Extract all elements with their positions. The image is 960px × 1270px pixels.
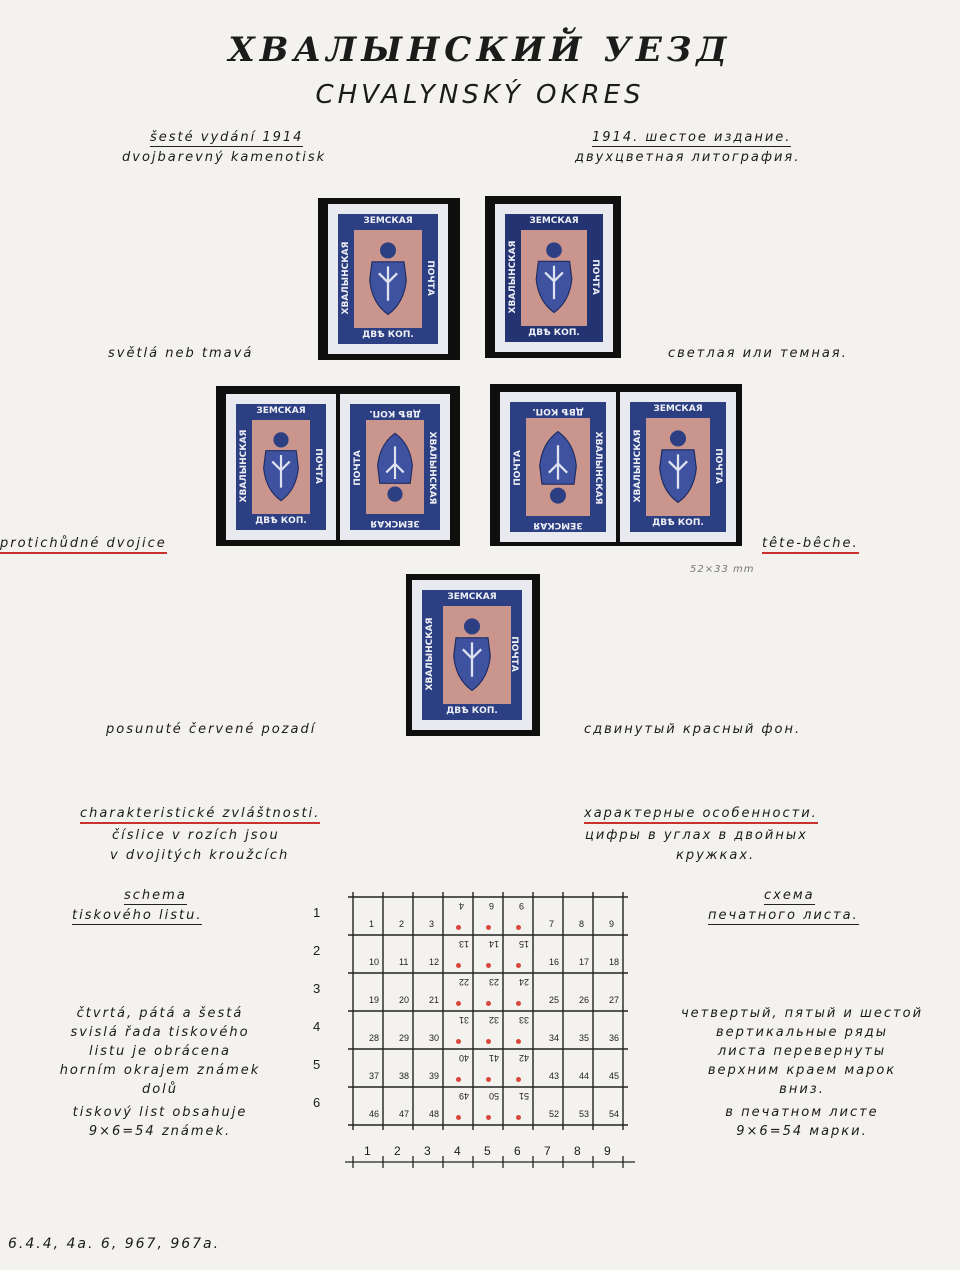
- grid-row-label: 5: [313, 1057, 321, 1072]
- char-ru-title: характерные особенности.: [584, 806, 818, 821]
- stamp-text-left: ХВАЛЫНСКАЯ: [633, 429, 643, 503]
- label-light-dark-ru: светлая или темная.: [668, 346, 848, 361]
- stamp-text-bottom: ДВѢ КОП.: [255, 516, 307, 526]
- pair1-stamp-upright: [226, 394, 336, 540]
- grid-cell-number: 1: [369, 919, 375, 929]
- grid-cell-number: 20: [399, 995, 410, 1005]
- grid-cell-number: 11: [399, 957, 409, 967]
- stamp-text-top: ЗЕМСКАЯ: [363, 216, 413, 226]
- grid-col-label: 4: [454, 1144, 461, 1158]
- red-dot-marker: [516, 1001, 521, 1006]
- grid-cell-number: 8: [579, 919, 585, 929]
- red-dot-marker: [486, 925, 491, 930]
- grid-cell-number: 22: [459, 977, 470, 987]
- stamp-text-right: ПОЧТА: [313, 448, 323, 484]
- grid-col-label: 6: [514, 1144, 521, 1158]
- grid-cell-number: 18: [609, 957, 620, 967]
- note-cz-line1: čtvrtá, pátá a šestá: [76, 1006, 244, 1021]
- char-cz-line1: číslice v rozích jsou: [112, 828, 280, 843]
- grid-row-label: 4: [313, 1019, 321, 1034]
- grid-cell-number: 21: [429, 995, 440, 1005]
- grid-cell-number: 43: [549, 1071, 560, 1081]
- red-dot-marker: [456, 1039, 461, 1044]
- stamp-text-top: ЗЕМСКАЯ: [529, 216, 579, 226]
- stamp-shifted-red: [412, 580, 532, 730]
- grid-cell-number: 51: [519, 1091, 530, 1101]
- red-dot-marker: [486, 1039, 491, 1044]
- grid-cell-number: 7: [549, 919, 555, 929]
- catalog-reference: 6.4.4, 4a. 6, 967, 967a.: [8, 1236, 221, 1252]
- stamp-text-bottom: ДВѢ КОП.: [528, 328, 580, 338]
- title-russian: ХВАЛЫНСКИЙ УЕЗД: [228, 30, 732, 70]
- grid-cell-number: 45: [609, 1071, 620, 1081]
- grid-cell-number: 10: [369, 957, 380, 967]
- char-ru-line2: кружках.: [676, 848, 756, 863]
- stamp-text-left: ХВАЛЫНСКАЯ: [425, 617, 435, 691]
- label-shift-cz: posunuté červené pozadí: [106, 722, 317, 737]
- stamp-text-right: ПОЧТА: [509, 636, 519, 672]
- grid-cell-number: 42: [519, 1053, 530, 1063]
- stamp-text-right: ПОЧТА: [513, 450, 523, 486]
- note-ru-line3: листа перевернуты: [717, 1044, 887, 1059]
- stamp-text-right: ПОЧТА: [425, 260, 435, 296]
- grid-col-label: 9: [604, 1144, 611, 1158]
- stamp-text-left: ХВАЛЫНСКАЯ: [239, 429, 249, 503]
- red-dot-marker: [486, 1001, 491, 1006]
- left-header-line2: dvojbarevný kamenotisk: [122, 150, 327, 165]
- pair1-stamp-inverted: [340, 394, 450, 540]
- grid-row-label: 6: [313, 1095, 321, 1110]
- grid-cell-number: 23: [489, 977, 500, 987]
- note-cz: [20, 1004, 300, 1141]
- grid-cell-number: 35: [579, 1033, 590, 1043]
- stamp-text-bottom: ДВѢ КОП.: [532, 406, 584, 416]
- grid-cell-number: 34: [549, 1033, 560, 1043]
- grid-cell-number: 44: [579, 1071, 590, 1081]
- grid-cell-number: 38: [399, 1071, 410, 1081]
- label-size: 52×33 mm: [690, 564, 755, 575]
- coat-of-arms-icon: [360, 239, 416, 319]
- grid-cell-number: 6: [489, 901, 495, 911]
- grid-cell-number: 53: [579, 1109, 590, 1119]
- stamp-text-top: ЗЕМСКАЯ: [653, 404, 703, 414]
- note-cz-line4: horním okrajem známek: [59, 1063, 261, 1078]
- grid-cell-number: 36: [609, 1033, 620, 1043]
- stamp-text-left: ХВАЛЫНСКАЯ: [508, 240, 518, 314]
- grid-cell-number: 52: [549, 1109, 560, 1119]
- grid-cell-number: 37: [369, 1071, 380, 1081]
- title-czech: CHVALYNSKÝ OKRES: [315, 80, 645, 110]
- red-dot-marker: [456, 1001, 461, 1006]
- grid-cell-number: 32: [489, 1015, 500, 1025]
- stamp-text-left: ХВАЛЫНСКАЯ: [341, 241, 351, 315]
- grid-cell-number: 15: [519, 939, 530, 949]
- grid-cell-number: 47: [399, 1109, 410, 1119]
- grid-cell-number: 4: [459, 901, 465, 911]
- scheme-cz-line1: schema: [124, 888, 187, 903]
- grid-cell-number: 14: [489, 939, 500, 949]
- stamp-text-top: ЗЕМСКАЯ: [447, 592, 497, 602]
- label-shift-ru: сдвинутый красный фон.: [584, 722, 802, 737]
- stamp-text-top: ЗЕМСКАЯ: [370, 518, 420, 528]
- stamp-text-right: ПОЧТА: [590, 259, 600, 295]
- red-dot-marker: [456, 963, 461, 968]
- pair2-stamp-inverted: [500, 392, 616, 542]
- grid-cell-number: 9: [609, 919, 615, 929]
- grid-cell-number: 12: [429, 957, 440, 967]
- note-ru-line7: 9×6=54 марки.: [736, 1124, 868, 1139]
- red-dot-marker: [516, 1077, 521, 1082]
- grid-cell-number: 2: [399, 919, 405, 929]
- grid-cell-number: 28: [369, 1033, 380, 1043]
- red-dot-marker: [516, 1039, 521, 1044]
- stamp-light: [328, 204, 448, 354]
- label-light-dark-cz: světlá neb tmavá: [108, 346, 254, 361]
- stamp-text-right: ПОЧТА: [713, 448, 723, 484]
- stamp-text-top: ЗЕМСКАЯ: [256, 406, 306, 416]
- red-dot-marker: [516, 1115, 521, 1120]
- red-dot-marker: [486, 963, 491, 968]
- grid-cell-number: 16: [549, 957, 560, 967]
- stamp-text-left: ХВАЛЫНСКАЯ: [427, 431, 437, 505]
- stamp-text-bottom: ДВѢ КОП.: [362, 330, 414, 340]
- coat-of-arms-icon: [532, 427, 584, 507]
- grid-cell-number: 40: [459, 1053, 470, 1063]
- grid-cell-number: 27: [609, 995, 620, 1005]
- grid-cell-number: 48: [429, 1109, 440, 1119]
- stamp-text-left: ХВАЛЫНСКАЯ: [593, 431, 603, 505]
- grid-cell-number: 19: [369, 995, 380, 1005]
- note-cz-line7: 9×6=54 známek.: [88, 1124, 232, 1139]
- coat-of-arms-icon: [444, 615, 500, 695]
- right-header-line1: 1914. шестое издание.: [592, 130, 792, 145]
- grid-col-label: 3: [424, 1144, 431, 1158]
- grid-cell-number: 33: [519, 1015, 530, 1025]
- grid-cell-number: 25: [549, 995, 560, 1005]
- grid-cell-number: 49: [459, 1091, 470, 1101]
- grid-cell-number: 39: [429, 1071, 440, 1081]
- grid-cell-number: 29: [399, 1033, 410, 1043]
- red-dot-marker: [456, 1115, 461, 1120]
- grid-col-label: 2: [394, 1144, 401, 1158]
- note-cz-line2: svislá řada tiskového: [70, 1025, 250, 1040]
- grid-cell-number: 50: [489, 1091, 500, 1101]
- stamp-dark: [495, 204, 613, 352]
- scheme-ru-line1: схема: [764, 888, 815, 903]
- note-ru: [652, 1004, 952, 1141]
- grid-cell-number: 13: [459, 939, 470, 949]
- grid-cell-number: 41: [489, 1053, 500, 1063]
- coat-of-arms-icon: [372, 429, 418, 505]
- grid-row-label: 1: [313, 905, 321, 920]
- stamp-text-right: ПОЧТА: [353, 450, 363, 486]
- print-sheet-grid: [348, 892, 628, 1130]
- stamp-text-top: ЗЕМСКАЯ: [533, 520, 583, 530]
- red-dot-marker: [486, 1115, 491, 1120]
- stamp-text-bottom: ДВѢ КОП.: [652, 518, 704, 528]
- red-dot-marker: [456, 1077, 461, 1082]
- column-ruler: [345, 1156, 635, 1172]
- note-ru-line1: четвертый, пятый и шестой: [680, 1006, 924, 1021]
- coat-of-arms-icon: [527, 239, 581, 317]
- char-cz-line2: v dvojitých kroužcích: [110, 848, 290, 863]
- label-pair-cz: protichůdné dvojice: [0, 536, 167, 551]
- note-cz-line6: tiskový list obsahuje: [72, 1105, 248, 1120]
- note-ru-line4: верхним краем марок: [707, 1063, 897, 1078]
- note-cz-line5: dolů: [141, 1082, 179, 1097]
- note-cz-line3: listu je obrácena: [88, 1044, 232, 1059]
- grid-cell-number: 9: [519, 901, 525, 911]
- grid-col-label: 1: [364, 1144, 371, 1158]
- pair2-stamp-upright: [620, 392, 736, 542]
- red-dot-marker: [516, 963, 521, 968]
- label-pair-ru: tête-bêche.: [762, 536, 859, 551]
- grid-cell-number: 30: [429, 1033, 440, 1043]
- char-ru-line1: цифры в углах в двойных: [585, 828, 808, 843]
- coat-of-arms-icon: [258, 429, 304, 505]
- red-dot-marker: [456, 925, 461, 930]
- char-cz-title: charakteristické zvláštnosti.: [80, 806, 320, 821]
- note-ru-line6: в печатном листе: [725, 1105, 879, 1120]
- scheme-cz-line2: tiskového listu.: [72, 908, 203, 923]
- grid-cell-number: 31: [459, 1015, 470, 1025]
- stamp-text-bottom: ДВѢ КОП.: [369, 408, 421, 418]
- grid-cell-number: 3: [429, 919, 435, 929]
- grid-col-label: 5: [484, 1144, 491, 1158]
- red-dot-marker: [516, 925, 521, 930]
- grid-col-label: 7: [544, 1144, 551, 1158]
- grid-cell-number: 17: [579, 957, 590, 967]
- grid-cell-number: 24: [519, 977, 530, 987]
- coat-of-arms-icon: [652, 427, 704, 507]
- grid-cell-number: 46: [369, 1109, 380, 1119]
- red-dot-marker: [486, 1077, 491, 1082]
- grid-cell-number: 26: [579, 995, 590, 1005]
- scheme-ru-line2: печатного листа.: [708, 908, 859, 923]
- note-ru-line2: вертикальные ряды: [716, 1025, 888, 1040]
- grid-cell-number: 54: [609, 1109, 620, 1119]
- note-ru-line5: вниз.: [779, 1082, 825, 1097]
- stamp-text-bottom: ДВѢ КОП.: [446, 706, 498, 716]
- grid-col-label: 8: [574, 1144, 581, 1158]
- right-header-line2: двухцветная литография.: [575, 150, 801, 165]
- left-header-line1: šesté vydání 1914: [150, 130, 304, 145]
- grid-row-label: 3: [313, 981, 321, 996]
- grid-row-label: 2: [313, 943, 321, 958]
